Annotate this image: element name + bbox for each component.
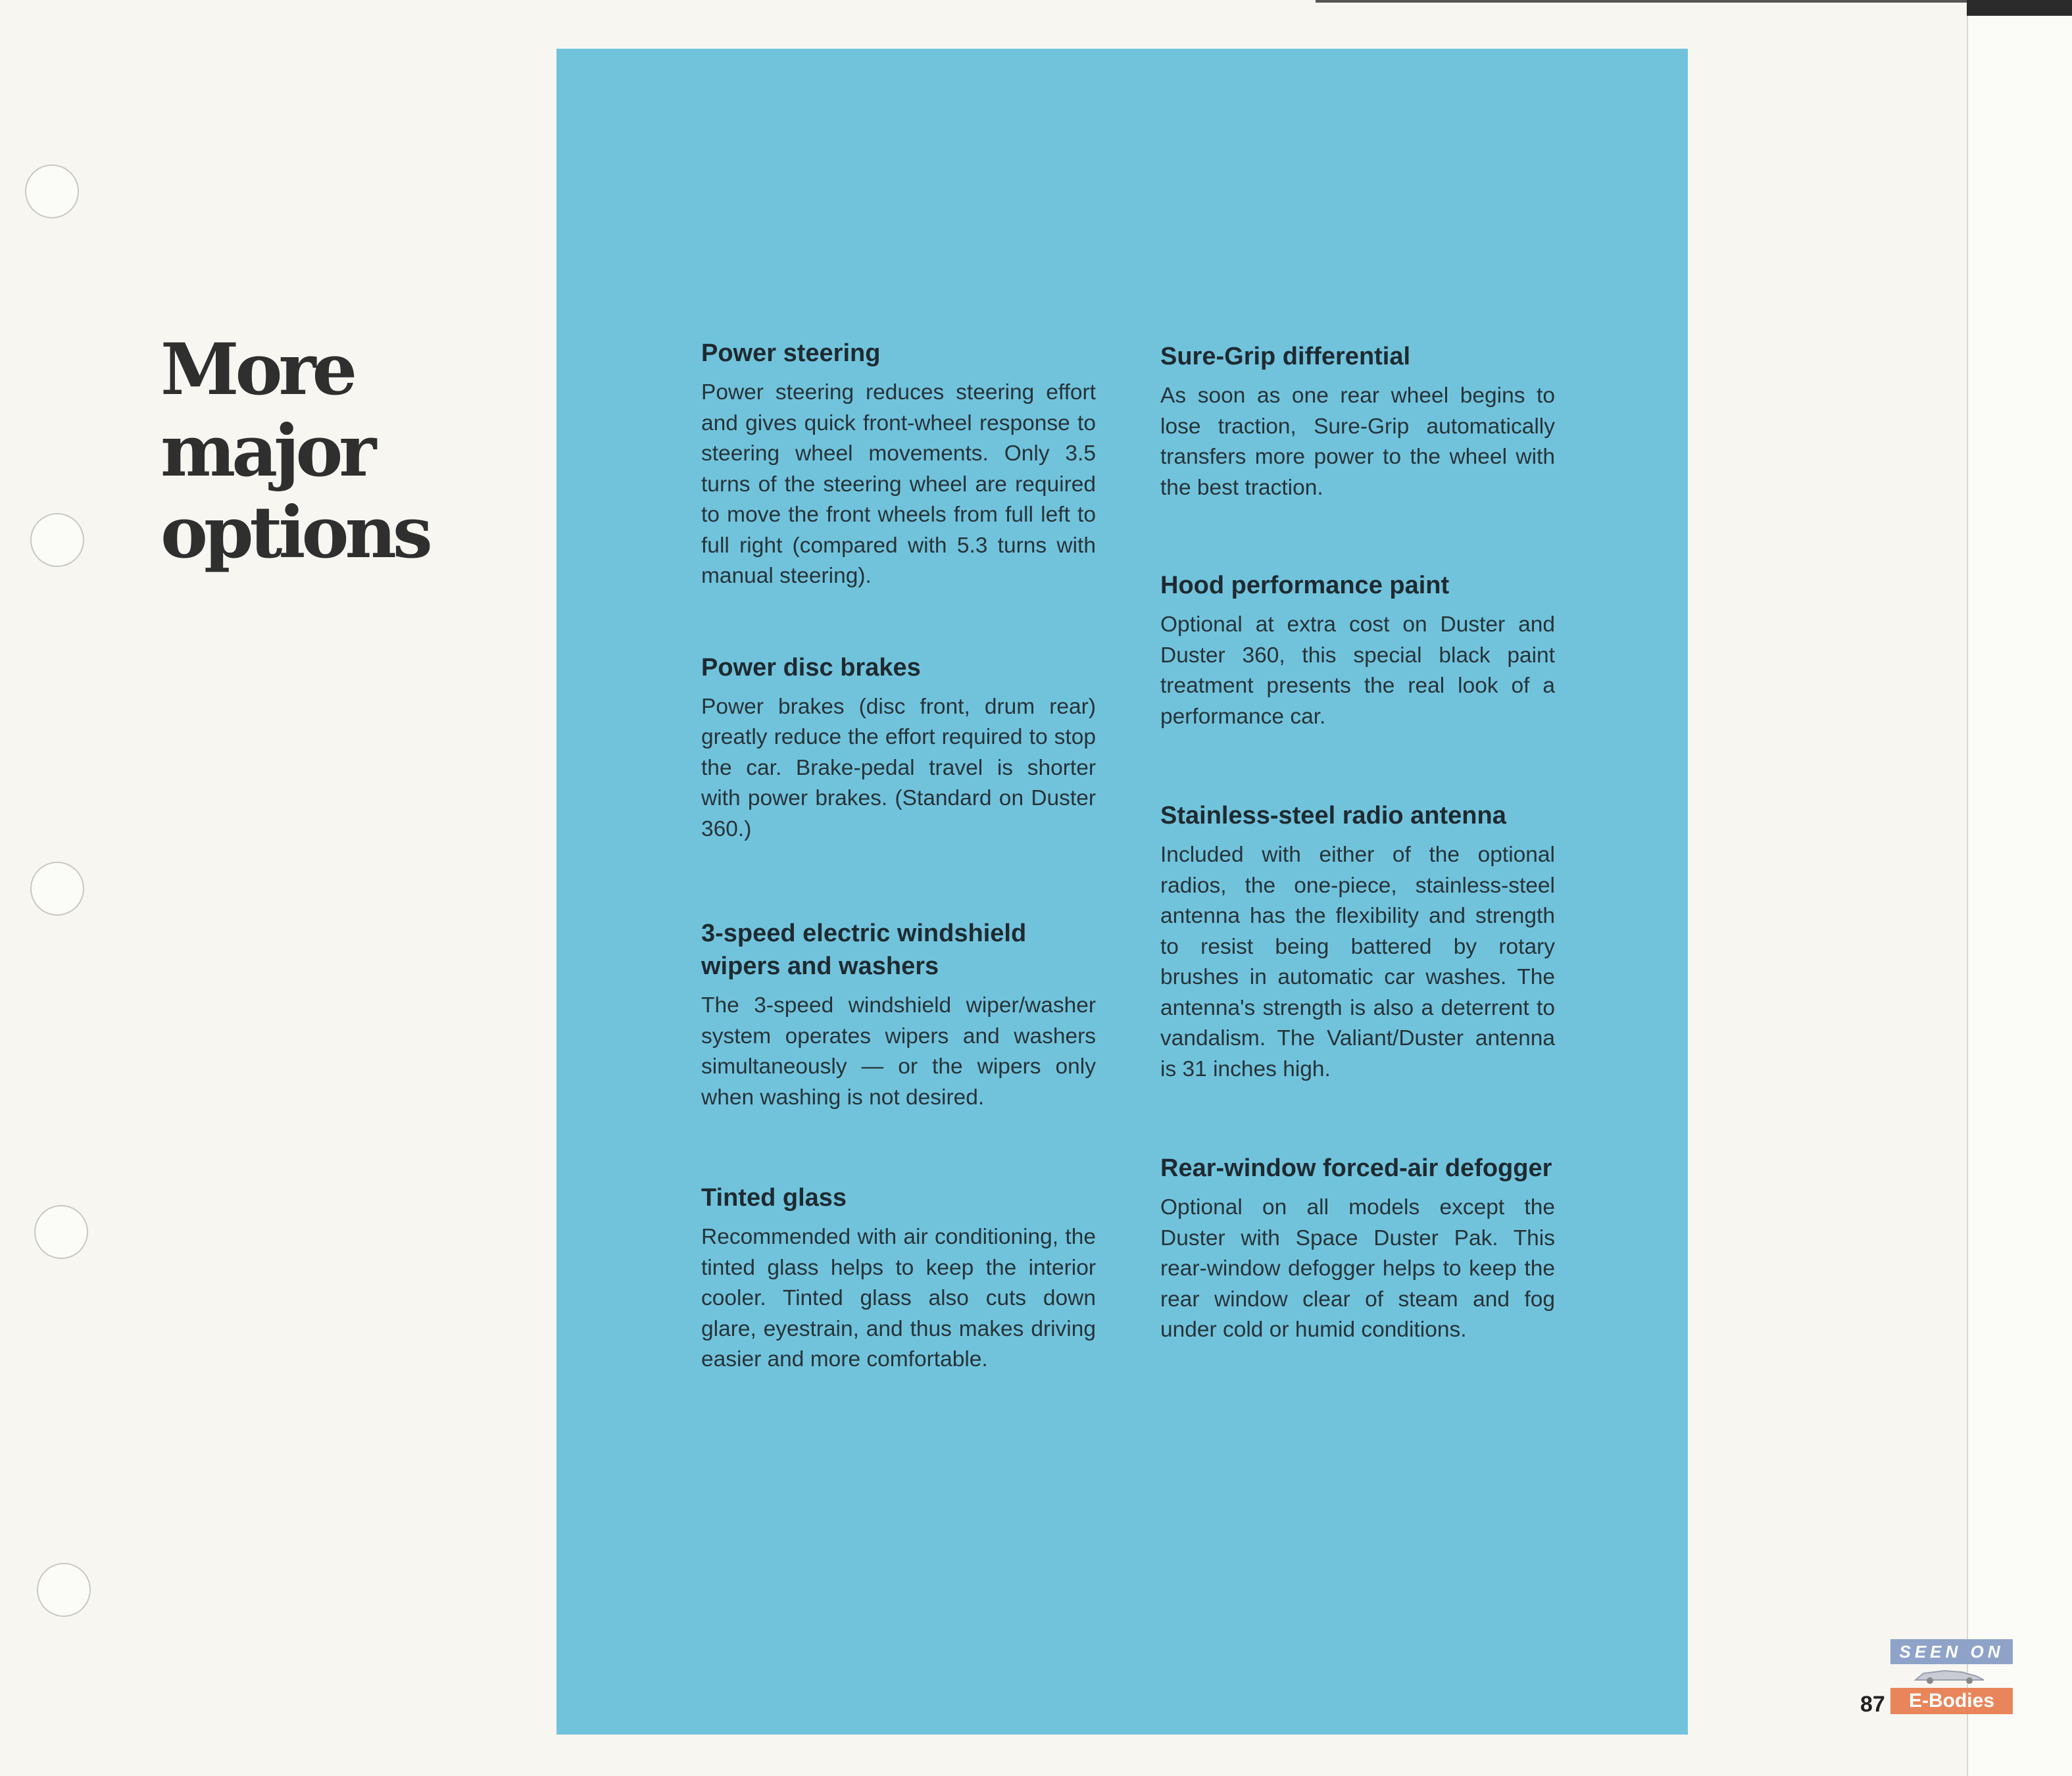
option-heading: Power steering	[701, 339, 881, 367]
binder-hole	[34, 1205, 88, 1259]
option-defogger	[1160, 1152, 1555, 1346]
option-description: The 3-speed windshield wiper/washer system operates wipers and washers simultaneously — or the wipers only when washing is not desired.	[701, 993, 1096, 1110]
option-tinted-glass	[701, 1181, 1096, 1375]
option-heading: 3-speed electric windshield wipers and washers	[701, 920, 1027, 980]
watermark-top-text: SEEN ON	[1890, 1639, 2013, 1664]
watermark-badge	[1890, 1639, 2013, 1717]
title-line: major	[160, 410, 373, 493]
option-heading: Power disc brakes	[701, 653, 921, 681]
title-line: More	[160, 328, 354, 411]
option-power-disc-brakes	[701, 651, 1096, 845]
binder-hole	[30, 862, 84, 916]
binder-hole	[37, 1563, 91, 1617]
watermark-bottom-text: E-Bodies	[1890, 1688, 2013, 1714]
option-hood-paint	[1160, 569, 1555, 732]
adjacent-page-edge	[1967, 0, 2072, 1776]
option-description: Power brakes (disc front, drum rear) greatly reduce the effort required to stop the car. Brake-pedal travel is shorter with power brakes. (Standard on Duster 360.)	[701, 694, 1096, 841]
option-description: Optional at extra cost on Duster and Duster 360, this special black paint treatment presents the real look of a performance car.	[1160, 612, 1555, 729]
binder-hole	[25, 164, 79, 218]
option-sure-grip	[1160, 340, 1555, 503]
option-heading: Tinted glass	[701, 1184, 847, 1212]
page-title	[160, 329, 437, 574]
option-description: Optional on all models except the Duster with Space Duster Pak. This rear-window defogger helps to keep the rear window clear of steam and fog under cold or humid conditions.	[1160, 1195, 1555, 1342]
option-description: As soon as one rear wheel begins to lose traction, Sure-Grip automatically transfers more power to the wheel with the best traction.	[1160, 383, 1555, 500]
title-line: options	[160, 491, 429, 574]
option-windshield-wipers	[701, 917, 1096, 1113]
option-heading: Rear-window forced-air defogger	[1160, 1154, 1552, 1182]
page-top-shadow	[1967, 0, 2072, 16]
option-heading: Hood performance paint	[1160, 572, 1450, 599]
option-heading: Sure-Grip differential	[1160, 343, 1411, 370]
option-description: Recommended with air conditioning, the tinted glass helps to keep the interior cooler. Tinted glass also cuts down glare, eyestrain, and thus makes driving easier and more comfortable.	[701, 1225, 1096, 1371]
option-description: Included with either of the optional radios, the one-piece, stainless-steel antenna has the flexibility and strength to resist being battered by rotary brushes in automatic car washes. The antenna's strength is also a deterrent to vandalism. The Valiant/Duster antenna is 31 inches high.	[1160, 843, 1555, 1081]
page-number: 87	[1860, 1692, 1885, 1717]
option-heading: Stainless-steel radio antenna	[1160, 802, 1506, 829]
right-column	[1160, 340, 1555, 1346]
car-icon	[1910, 1665, 1989, 1685]
left-column	[701, 337, 1096, 1375]
binder-hole	[30, 513, 84, 567]
page-top-line	[1316, 0, 1967, 3]
option-power-steering	[701, 337, 1096, 592]
option-radio-antenna	[1160, 799, 1555, 1085]
option-description: Power steering reduces steering effort and gives quick front-wheel response to steering wheel movements. Only 3.5 turns of the steering wheel are required to move the front wheels from full left to full right (compared with 5.3 turns with manual steering).	[701, 380, 1096, 588]
